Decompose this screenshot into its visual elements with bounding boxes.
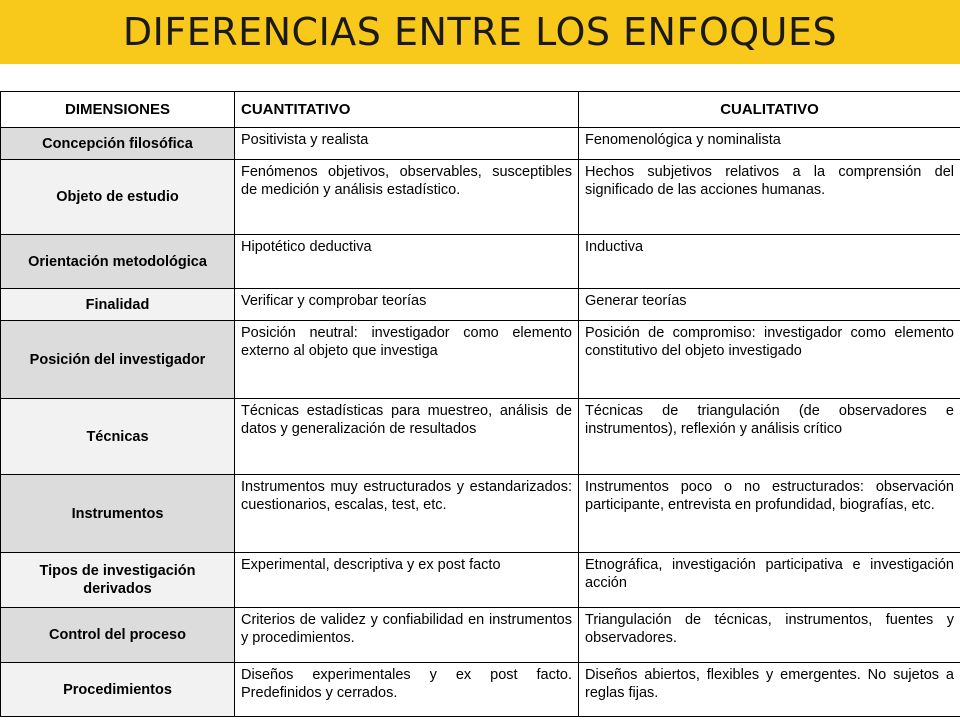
cualitativo-cell: Triangulación de técnicas, instrumentos, fuentes y observadores. <box>579 608 960 663</box>
cuantitativo-cell: Hipotético deductiva <box>235 235 579 289</box>
cualitativo-cell: Generar teorías <box>579 289 960 321</box>
table-row <box>1 321 960 399</box>
cuantitativo-cell: Diseños experimentales y ex post facto. Predefinidos y cerrados. <box>235 663 579 717</box>
cuantitativo-cell: Verificar y comprobar teorías <box>235 289 579 321</box>
table-row <box>1 663 960 717</box>
cuantitativo-cell: Experimental, descriptiva y ex post facto <box>235 553 579 608</box>
dimension-cell: Finalidad <box>1 289 235 321</box>
cuantitativo-cell: Posición neutral: investigador como elemento externo al objeto que investiga <box>235 321 579 399</box>
dimension-cell: Instrumentos <box>1 475 235 553</box>
cualitativo-cell: Inductiva <box>579 235 960 289</box>
comparison-table <box>0 91 960 717</box>
cuantitativo-cell: Instrumentos muy estructurados y estandarizados: cuestionarios, escalas, test, etc. <box>235 475 579 553</box>
cualitativo-cell: Fenomenológica y nominalista <box>579 128 960 160</box>
cualitativo-cell: Técnicas de triangulación (de observadores e instrumentos), reflexión y análisis crítico <box>579 399 960 475</box>
title-bar <box>0 0 960 64</box>
cualitativo-cell: Diseños abiertos, flexibles y emergentes. No sujetos a reglas fijas. <box>579 663 960 717</box>
header-cuantitativo: CUANTITATIVO <box>235 92 579 128</box>
table-row <box>1 553 960 608</box>
cualitativo-cell: Etnográfica, investigación participativa e investigación acción <box>579 553 960 608</box>
page-title: DIFERENCIAS ENTRE LOS ENFOQUES <box>122 10 838 54</box>
header-dimensiones: DIMENSIONES <box>1 92 235 128</box>
cuantitativo-cell: Positivista y realista <box>235 128 579 160</box>
header-cualitativo: CUALITATIVO <box>579 92 960 128</box>
cuantitativo-cell: Criterios de validez y confiabilidad en instrumentos y procedimientos. <box>235 608 579 663</box>
cualitativo-cell: Hechos subjetivos relativos a la comprensión del significado de las acciones humanas. <box>579 160 960 235</box>
table-header-row <box>1 92 960 128</box>
cuantitativo-cell: Técnicas estadísticas para muestreo, análisis de datos y generalización de resultados <box>235 399 579 475</box>
dimension-cell: Orientación metodológica <box>1 235 235 289</box>
table-row <box>1 160 960 235</box>
dimension-cell: Control del proceso <box>1 608 235 663</box>
table-row <box>1 399 960 475</box>
table-row <box>1 128 960 160</box>
table-row <box>1 289 960 321</box>
dimension-cell: Procedimientos <box>1 663 235 717</box>
cuantitativo-cell: Fenómenos objetivos, observables, susceptibles de medición y análisis estadístico. <box>235 160 579 235</box>
dimension-cell: Objeto de estudio <box>1 160 235 235</box>
cualitativo-cell: Instrumentos poco o no estructurados: observación participante, entrevista en profundidad, biografías, etc. <box>579 475 960 553</box>
cualitativo-cell: Posición de compromiso: investigador como elemento constitutivo del objeto investigado <box>579 321 960 399</box>
dimension-cell: Concepción filosófica <box>1 128 235 160</box>
dimension-cell: Tipos de investigación derivados <box>1 553 235 608</box>
dimension-cell: Técnicas <box>1 399 235 475</box>
table-row <box>1 235 960 289</box>
dimension-cell: Posición del investigador <box>1 321 235 399</box>
table-row <box>1 475 960 553</box>
table-row <box>1 608 960 663</box>
